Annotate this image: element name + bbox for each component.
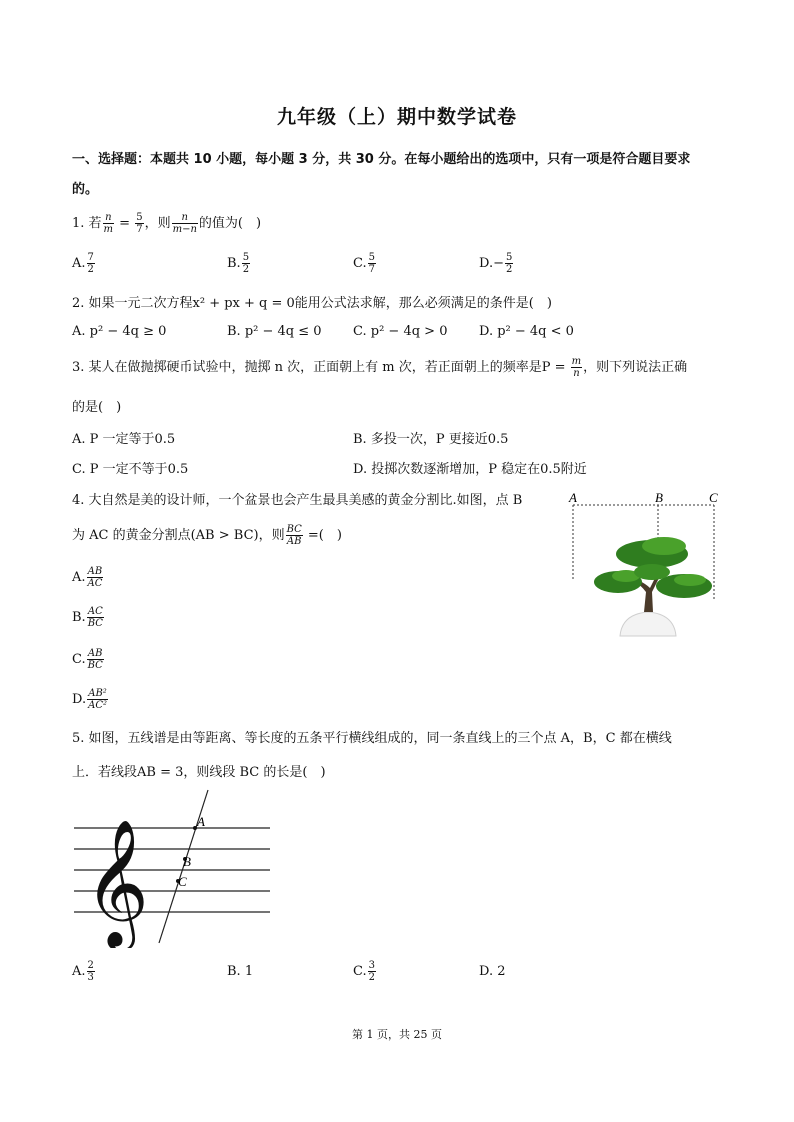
q5-option-b[interactable]: B. 1 bbox=[227, 964, 254, 979]
q3-fraction: $\frac{m}{n}$ bbox=[571, 356, 582, 379]
treble-clef-icon: 𝄞 bbox=[84, 818, 150, 946]
bonsai-label-a: A bbox=[569, 490, 577, 505]
staff-label-b: B bbox=[183, 854, 191, 869]
q1-given-fraction: $\frac{n}{m}$ bbox=[103, 212, 114, 235]
q1-target-fraction: $\frac{n}{m-n}$ bbox=[172, 212, 197, 235]
q2-option-d[interactable]: D. p² − 4q < 0 bbox=[479, 324, 574, 339]
q1-option-b[interactable]: B. $\frac{5}{2}$ bbox=[227, 252, 250, 275]
question-3-line1 bbox=[72, 356, 687, 379]
q1-option-d[interactable]: D.− $\frac{5}{2}$ bbox=[479, 252, 513, 275]
q1-suffix: 的值为( ) bbox=[198, 216, 262, 231]
question-1 bbox=[72, 212, 261, 235]
q3-text-b: ，则下列说法正确 bbox=[583, 360, 688, 375]
q1-option-c[interactable]: C. $\frac{5}{7}$ bbox=[353, 252, 375, 275]
bonsai-tree bbox=[594, 537, 712, 636]
question-4-line2 bbox=[72, 524, 342, 547]
bonsai-figure bbox=[560, 488, 730, 648]
q4-option-d[interactable]: D. $\frac{\text{AB²}}{\text{AC²}}$ bbox=[72, 688, 107, 711]
q2-option-c[interactable]: C. p² − 4q > 0 bbox=[353, 324, 448, 339]
staff-label-c: C bbox=[178, 874, 187, 889]
q4-option-b[interactable]: B. $\frac{AC}{BC}$ bbox=[72, 606, 103, 629]
page-title: 九年级（上）期中数学试卷 bbox=[276, 106, 517, 128]
q5-option-c[interactable]: C. $\frac{3}{2}$ bbox=[353, 960, 375, 983]
q3-option-d[interactable]: D. 投掷次数逐渐增加，P 稳定在0.5附近 bbox=[353, 462, 587, 477]
staff-figure bbox=[72, 788, 272, 948]
q3-text-a: 3. 某人在做抛掷硬币试验中，抛掷 n 次，正面朝上有 m 次，若正面朝上的频率是P = bbox=[72, 360, 570, 375]
q1-equals: = bbox=[115, 216, 135, 231]
q4-text-b: =( ) bbox=[303, 528, 342, 543]
q4-text-a: 为 AC 的黄金分割点(AB > BC)，则 bbox=[72, 528, 285, 543]
question-3-line2: 的是( ) bbox=[72, 400, 122, 415]
bonsai-label-b: B bbox=[655, 490, 663, 505]
question-2: 2. 如果一元二次方程x² + px + q = 0能用公式法求解，那么必须满足的条件是( ) bbox=[72, 296, 552, 311]
q4-fraction: $\frac{BC}{AB}$ bbox=[286, 524, 302, 547]
q3-option-c[interactable]: C. P 一定不等于0.5 bbox=[72, 462, 189, 477]
q1-mid: ，则 bbox=[144, 216, 171, 231]
question-5-line2: 上．若线段AB = 3，则线段 BC 的长是( ) bbox=[72, 765, 326, 780]
q1-prefix: 1. 若 bbox=[72, 216, 102, 231]
question-5-line1: 5. 如图，五线谱是由等距离、等长度的五条平行横线组成的，同一条直线上的三个点 A，B，C 都在横线 bbox=[72, 731, 672, 746]
q2-option-b[interactable]: B. p² − 4q ≤ 0 bbox=[227, 324, 322, 339]
q5-option-d[interactable]: D. 2 bbox=[479, 964, 506, 979]
q5-option-a[interactable]: A. $\frac{2}{3}$ bbox=[72, 960, 94, 983]
q1-option-a[interactable]: A. $\frac{7}{2}$ bbox=[72, 252, 94, 275]
q4-option-c[interactable]: C. $\frac{AB}{BC}$ bbox=[72, 648, 103, 671]
q2-option-a[interactable]: A. p² − 4q ≥ 0 bbox=[72, 324, 167, 339]
bonsai-label-c: C bbox=[709, 490, 718, 505]
staff-label-a: A bbox=[197, 814, 205, 829]
q3-option-b[interactable]: B. 多投一次，P 更接近0.5 bbox=[353, 432, 509, 447]
section-heading-line1: 一、选择题：本题共 10 小题，每小题 3 分，共 30 分。在每小题给出的选项中，只有一项是符合题目要求 bbox=[72, 152, 691, 167]
section-heading-line2: 的。 bbox=[72, 182, 99, 197]
q3-option-a[interactable]: A. P 一定等于0.5 bbox=[72, 432, 176, 447]
question-4-line1: 4. 大自然是美的设计师，一个盆景也会产生最具美感的黄金分割比.如图，点 B bbox=[72, 493, 523, 508]
q4-option-a[interactable]: A. $\frac{AB}{AC}$ bbox=[72, 566, 103, 589]
page-footer: 第 1 页，共 25 页 bbox=[352, 1028, 442, 1041]
q1-given-value: $\frac{5}{7}$ bbox=[136, 212, 143, 235]
